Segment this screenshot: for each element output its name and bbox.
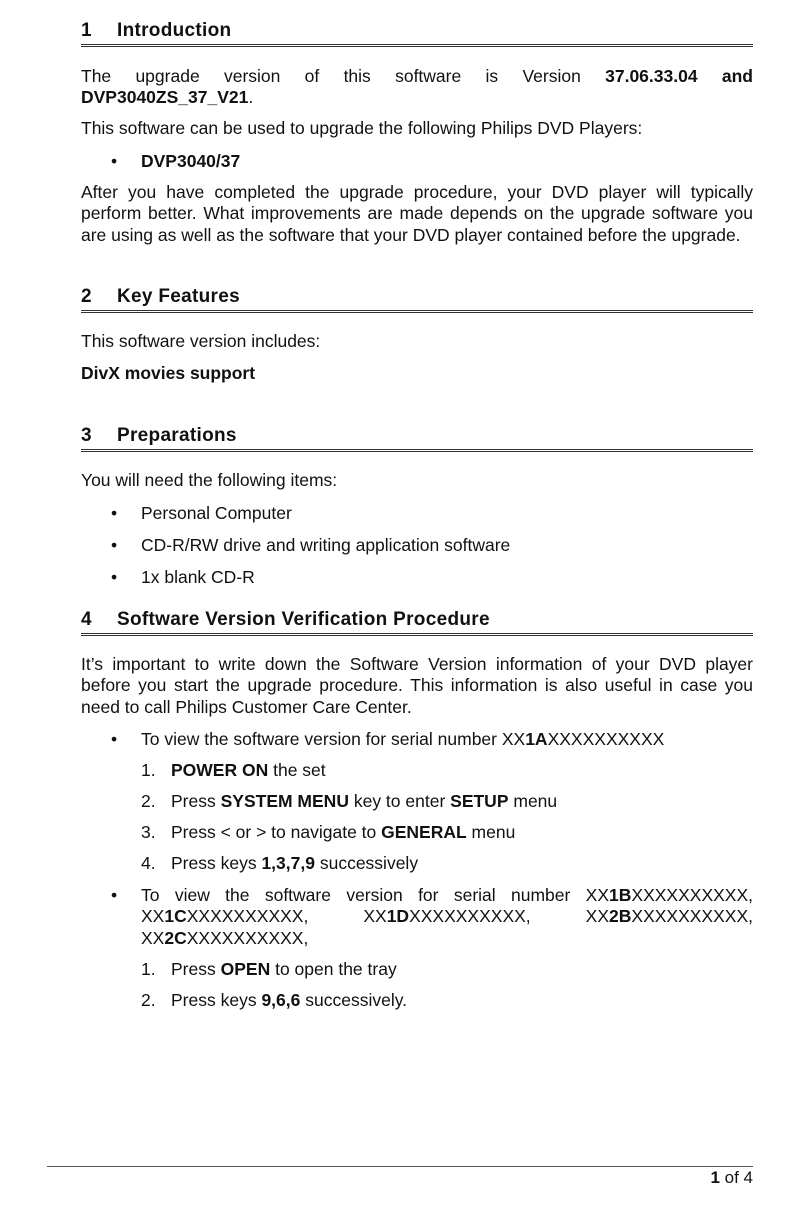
serial-code [586, 906, 753, 926]
intro-paragraph-players: This software can be used to upgrade the following Philips DVD Players: [81, 118, 643, 138]
serial-suffix: XXXXXXXXXX, [186, 927, 309, 948]
heading-title: Key Features [117, 286, 240, 307]
serial-suffix: XXXXXXXXXX, [186, 906, 309, 927]
group1-step [141, 853, 418, 874]
group2-line-2 [141, 906, 753, 927]
group2-line-1: To view the software version for serial number XX1BXXXXXXXXXX, [141, 885, 753, 905]
serial-bold: 1C [164, 906, 187, 927]
page-current: 1 [710, 1168, 720, 1187]
intro-version-text: The upgrade version of this software is Version [81, 66, 581, 86]
serial-suffix: XXXXXXXXXX, [631, 885, 753, 905]
step-text: Press < or > to navigate to [171, 822, 382, 842]
step-key: POWER ON [171, 760, 269, 780]
group1-serial-tail: XXXXXXXXXX [547, 729, 665, 749]
preparations-item [111, 567, 255, 588]
group2-text [141, 885, 753, 949]
verification-group-1 [111, 729, 664, 750]
step-number: 1. [141, 760, 156, 780]
step-key: SYSTEM MENU [220, 791, 349, 811]
step-text: successively. [300, 990, 408, 1010]
preparations-paragraph: You will need the following items: [81, 470, 338, 490]
step-text: to open the tray [270, 959, 397, 979]
page-separator: of [719, 1168, 744, 1187]
verification-group-2 [111, 885, 753, 949]
step-key: OPEN [220, 959, 271, 979]
heading-number: 2 [81, 286, 92, 307]
serial-prefix: XX [585, 885, 610, 905]
group1-serial-code: 1A [525, 729, 548, 749]
serial-suffix: XXXXXXXXXX, [409, 906, 531, 927]
step-key: SETUP [450, 791, 509, 811]
heading-key-features [81, 286, 753, 313]
step-number: 1. [141, 959, 156, 979]
step-key: GENERAL [381, 822, 467, 842]
step-number: 3. [141, 822, 156, 842]
preparations-item [111, 503, 292, 524]
bullet-icon: • [111, 151, 118, 171]
intro-version-number: 37.06.33.04 and [605, 66, 753, 86]
heading-number: 4 [81, 609, 92, 630]
group1-step [141, 822, 515, 843]
serial-bold: 1D [386, 906, 410, 927]
step-key: 9,6,6 [261, 990, 301, 1010]
step-number: 4. [141, 853, 156, 873]
step-text: Press [171, 791, 221, 811]
group1-intro-text: To view the software version for serial number XX [141, 729, 526, 749]
preparations-item [111, 535, 510, 556]
heading-preparations [81, 425, 753, 452]
bullet-icon: • [111, 885, 118, 905]
bullet-icon: • [111, 503, 118, 523]
group2-line-3 [141, 928, 753, 949]
heading-title: Introduction [117, 20, 232, 41]
verification-paragraph: It’s important to write down the Software Version information of your DVD player before you start the upgrade procedure. This information is also useful in case you need to call Philips Customer Care Center. [81, 654, 753, 717]
serial-prefix: XX [585, 906, 610, 927]
page-number [710, 1168, 753, 1188]
step-text: menu [508, 791, 558, 811]
serial-code [141, 928, 308, 948]
step-text: successively [314, 853, 419, 873]
step-text: Press [171, 959, 221, 979]
footer-divider [47, 1166, 753, 1167]
step-text: Press keys [171, 990, 262, 1010]
serial-prefix: XX [141, 906, 165, 927]
preparations-item-text: 1x blank CD-R [141, 567, 255, 587]
step-text: menu [466, 822, 516, 842]
bullet-icon: • [111, 535, 118, 555]
serial-code [586, 885, 753, 905]
preparations-item-text: Personal Computer [141, 503, 292, 523]
serial-bold: 2B [609, 906, 632, 927]
step-number: 2. [141, 791, 156, 811]
intro-version-period: . [248, 87, 254, 108]
step-text: the set [268, 760, 326, 780]
heading-title: Preparations [117, 425, 237, 446]
model-name: DVP3040/37 [141, 151, 241, 171]
group2-step [141, 959, 397, 980]
preparations-item-text: CD-R/RW drive and writing application software [141, 535, 511, 555]
group1-step [141, 791, 557, 812]
features-paragraph: This software version includes: [81, 331, 321, 351]
intro-version-build: DVP3040ZS_37_V21 [81, 87, 249, 108]
group2-step [141, 990, 407, 1011]
heading-number: 3 [81, 425, 92, 446]
intro-version-line-1 [81, 66, 753, 87]
serial-bold: 1B [609, 885, 632, 905]
heading-title: Software Version Verification Procedure [117, 609, 490, 630]
serial-code [363, 906, 530, 926]
page-total: 4 [743, 1168, 753, 1187]
step-number: 2. [141, 990, 156, 1010]
model-list-item [111, 151, 240, 172]
serial-prefix: XX [141, 927, 165, 948]
heading-verification [81, 609, 753, 636]
bullet-icon: • [111, 729, 118, 749]
heading-introduction [81, 20, 753, 47]
intro-version-line-2 [81, 87, 753, 108]
step-key: 1,3,7,9 [261, 853, 315, 873]
serial-suffix: XXXXXXXXXX, [631, 906, 753, 927]
serial-prefix: XX [363, 906, 387, 927]
bullet-icon: • [111, 567, 118, 587]
group1-step [141, 760, 326, 781]
step-text: key to enter [348, 791, 451, 811]
intro-paragraph-version [81, 66, 753, 109]
features-item: DivX movies support [81, 363, 256, 383]
serial-code [141, 906, 308, 926]
step-text: Press keys [171, 853, 262, 873]
intro-paragraph-after: After you have completed the upgrade procedure, your DVD player will typically perform better. What improvements are made depends on the upgrade software you are using as well as the software that your DVD player contained before the upgrade. [81, 182, 753, 245]
serial-bold: 2C [164, 927, 187, 948]
heading-number: 1 [81, 20, 92, 41]
